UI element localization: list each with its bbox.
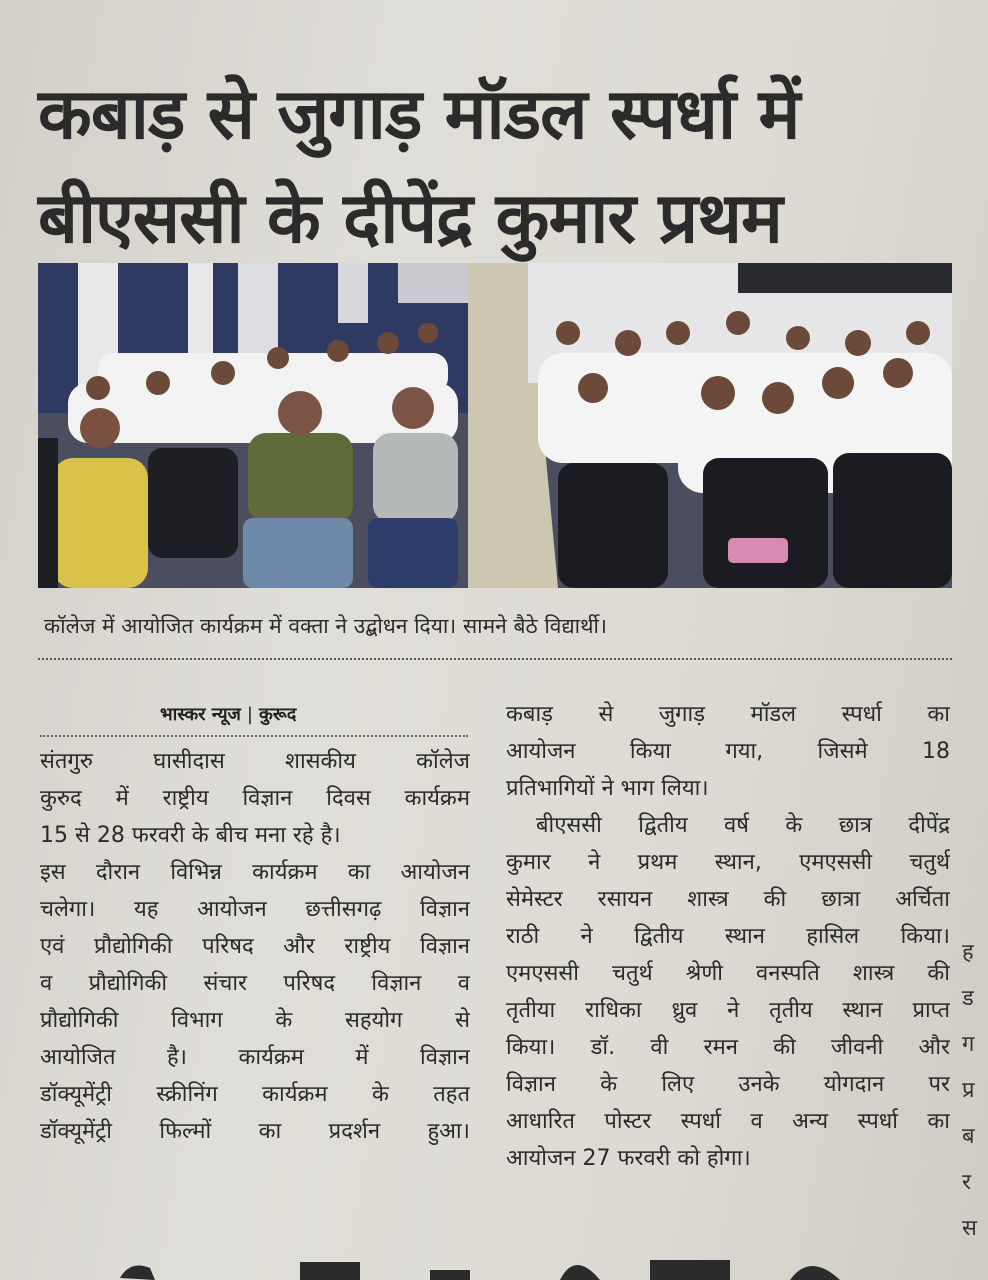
photo-caption: कॉलेज में आयोजित कार्यक्रम में वक्ता ने उद्बोधन दिया। सामने बैठे विद्यार्थी। [44, 614, 607, 638]
paragraph-line: व प्रौद्योगिकी संचार परिषद विज्ञान व [40, 971, 470, 996]
paragraph-line: डॉक्यूमेंट्री फिल्मों का प्रदर्शन हुआ। [40, 1119, 470, 1144]
paragraph-line: चलेगा। यह आयोजन छत्तीसगढ़ विज्ञान [40, 897, 470, 922]
paragraph-line: प्रौद्योगिकी विभाग के सहयोग से [40, 1008, 470, 1033]
paragraph-line: किया। डॉ. वी रमन की जीवनी और [506, 1035, 950, 1060]
byline-divider [40, 735, 468, 737]
headline [38, 62, 938, 270]
paragraph-line: विज्ञान के लिए उनके योगदान पर [506, 1072, 950, 1097]
paragraph-line: आधारित पोस्टर स्पर्धा व अन्य स्पर्धा का [506, 1109, 950, 1134]
paragraph-line: आयोजन 27 फरवरी को होगा। [506, 1146, 751, 1171]
headline-line-1: कबाड़ से जुगाड़ मॉडल स्पर्धा में [38, 73, 800, 155]
paragraph-line: इस दौरान विभिन्न कार्यक्रम का आयोजन [40, 860, 470, 885]
paragraph-line: बीएससी द्वितीय वर्ष के छात्र दीपेंद्र [536, 813, 950, 838]
fragment-char: स [962, 1216, 977, 1241]
fragment-char: र [962, 1170, 971, 1195]
byline [160, 702, 296, 726]
paragraph-line: तृतीया राधिका ध्रुव ने तृतीय स्थान प्राप्त [506, 998, 950, 1023]
paragraph-line: एमएससी चतुर्थ श्रेणी वनस्पति शास्त्र की [506, 961, 950, 986]
news-photo [38, 263, 952, 588]
paragraph-line: एवं प्रौद्योगिकी परिषद और राष्ट्रीय विज्ञान [40, 934, 470, 959]
fragment-char: ब [962, 1124, 975, 1149]
paragraph-line: आयोजित है। कार्यक्रम में विज्ञान [40, 1045, 470, 1070]
caption-divider [38, 658, 952, 660]
paragraph-line: 15 से 28 फरवरी के बीच मना रहे है। [40, 823, 341, 848]
adjacent-column-fragment [962, 930, 988, 1252]
fragment-char: प्र [962, 1078, 975, 1103]
paragraph-line: कुमार ने प्रथम स्थान, एमएससी चतुर्थ [506, 850, 950, 875]
paragraph-line: प्रतिभागियों ने भाग लिया। [506, 776, 709, 801]
paragraph-line: कबाड़ से जुगाड़ मॉडल स्पर्धा का [506, 702, 950, 727]
paragraph-line: राठी ने द्वितीय स्थान हासिल किया। [506, 924, 950, 949]
photo-illustration [38, 263, 952, 588]
paragraph-line: आयोजन किया गया, जिसमे 18 [506, 739, 950, 764]
paragraph-line: संतगुरु घासीदास शासकीय कॉलेज [40, 749, 470, 774]
paragraph-line: कुरुद में राष्ट्रीय विज्ञान दिवस कार्यक्रम [40, 786, 470, 811]
article-column-2 [506, 696, 950, 1177]
fragment-char: ह [962, 940, 974, 965]
headline-line-2: बीएससी के दीपेंद्र कुमार प्रथम [38, 177, 782, 259]
fragment-char: ग [962, 1032, 975, 1057]
paragraph-line: सेमेस्टर रसायन शास्त्र की छात्रा अर्चिता [506, 887, 950, 912]
article-column-1 [40, 743, 470, 1150]
byline-source: भास्कर न्यूज [160, 704, 241, 725]
fragment-char: ड [962, 986, 974, 1011]
byline-place: कुरूद [258, 704, 297, 725]
paragraph-line: डॉक्यूमेंट्री स्क्रीनिंग कार्यक्रम के तहत [40, 1082, 470, 1107]
byline-separator: | [246, 704, 253, 725]
next-headline-fragment [0, 1240, 988, 1280]
